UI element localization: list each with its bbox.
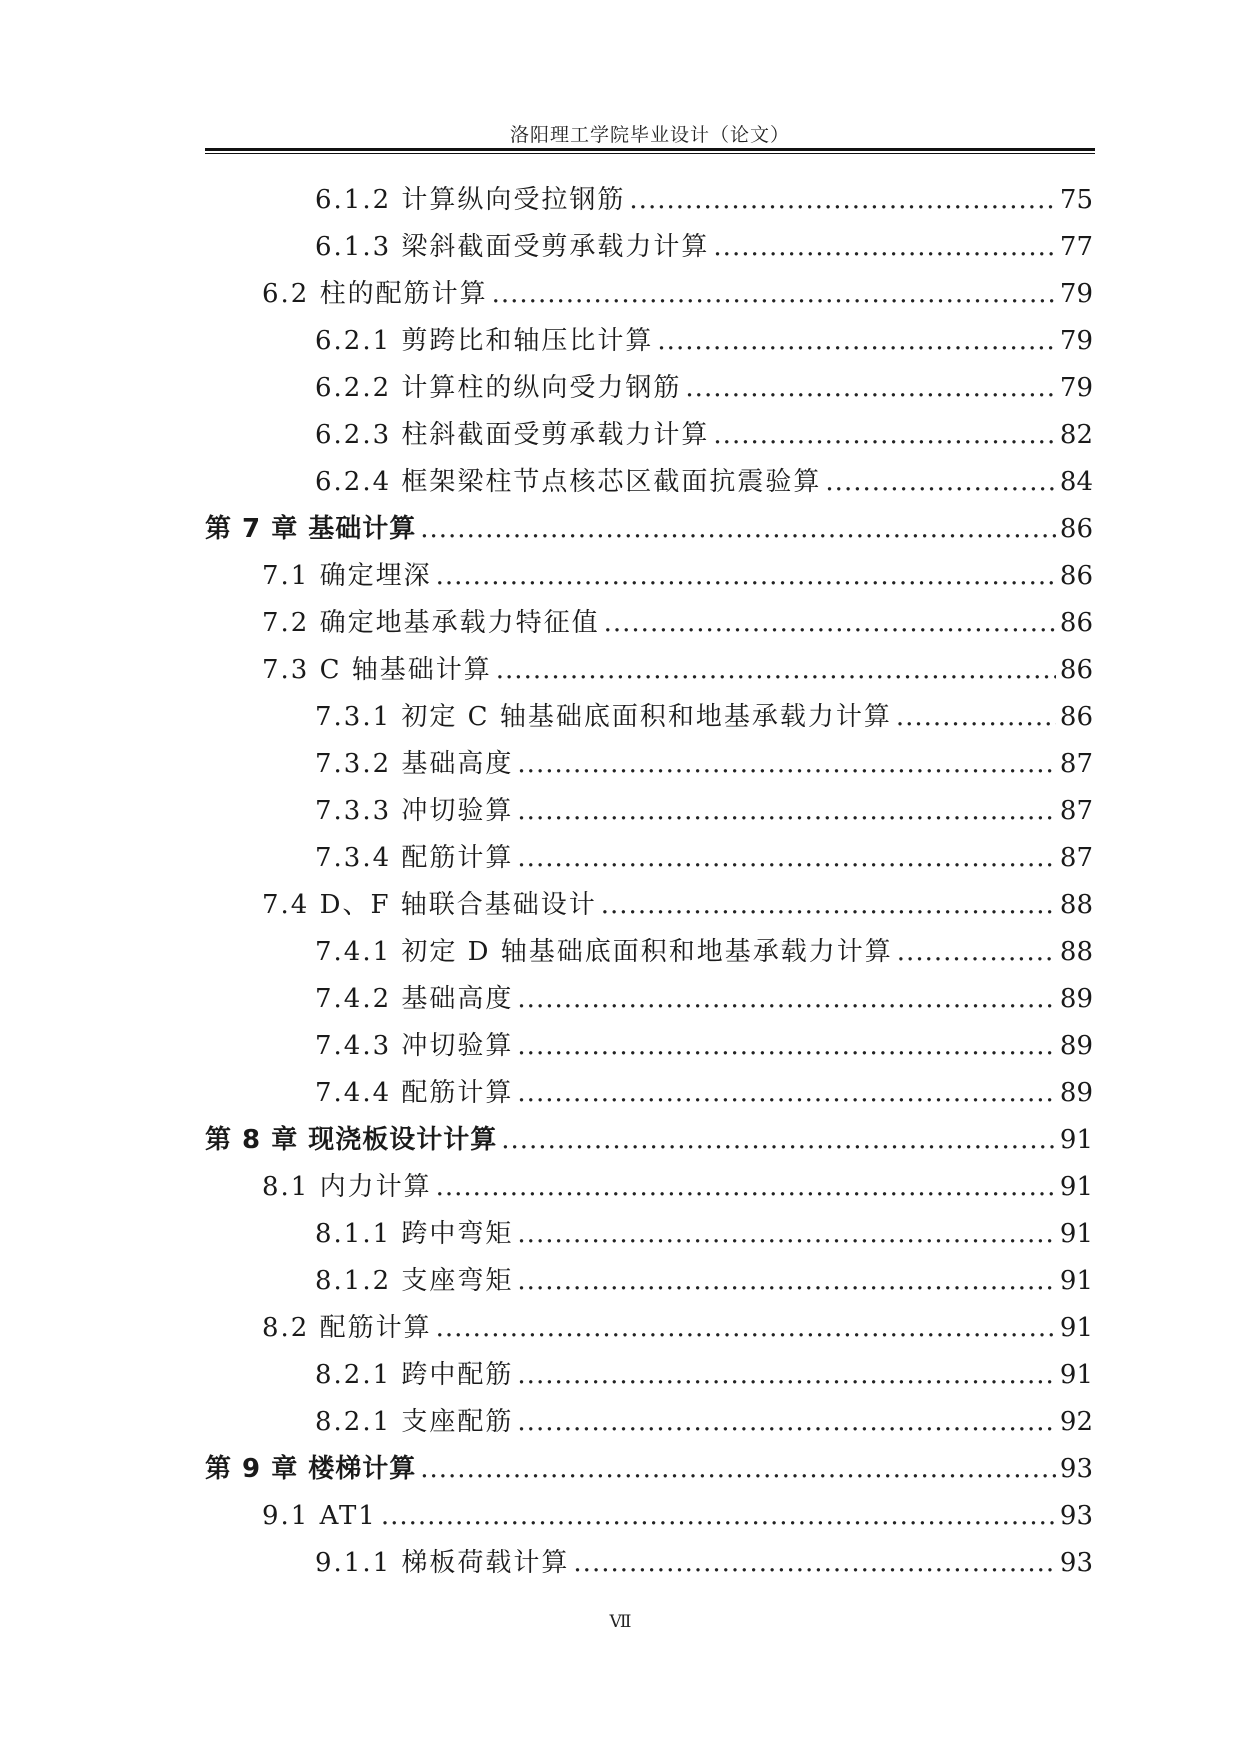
toc-entry[interactable]	[205, 459, 1093, 506]
toc-entry-page: 87	[1059, 843, 1093, 873]
toc-entry-label: 第 8 章 现浇板设计计算	[205, 1125, 498, 1155]
toc-entry-page: 89	[1059, 1078, 1093, 1108]
header-rule-thick	[205, 148, 1095, 151]
toc-dot-leader	[685, 365, 1055, 412]
toc-dot-leader	[517, 741, 1055, 788]
toc-entry[interactable]	[205, 553, 1093, 600]
toc-entry-page: 91	[1059, 1266, 1093, 1296]
toc-dot-leader	[657, 318, 1055, 365]
toc-entry-label: 7.4.4 配筋计算	[315, 1078, 514, 1108]
toc-dot-leader	[517, 1352, 1055, 1399]
toc-dot-leader	[420, 506, 1056, 553]
toc-dot-leader	[517, 1258, 1055, 1305]
toc-entry[interactable]	[205, 835, 1093, 882]
toc-entry[interactable]	[205, 1352, 1093, 1399]
toc-entry-label: 9.1 AT1	[262, 1501, 377, 1531]
toc-entry-page: 91	[1059, 1125, 1093, 1155]
toc-entry-label: 6.2.2 计算柱的纵向受力钢筋	[315, 373, 682, 403]
toc-entry[interactable]	[205, 741, 1093, 788]
toc-entry[interactable]	[205, 365, 1093, 412]
toc-dot-leader	[496, 647, 1056, 694]
toc-entry-page: 92	[1059, 1407, 1093, 1437]
toc-entry-label: 7.4.3 冲切验算	[315, 1031, 514, 1061]
toc-entry-page: 89	[1059, 1031, 1093, 1061]
toc-dot-leader	[517, 976, 1055, 1023]
toc-dot-leader	[436, 553, 1056, 600]
toc-entry-page: 77	[1059, 232, 1093, 262]
page-header-title: 洛阳理工学院毕业设计（论文）	[509, 124, 790, 146]
toc-dot-leader	[436, 1164, 1056, 1211]
toc-entry-label: 7.3.4 配筋计算	[315, 843, 514, 873]
toc-dot-leader	[517, 1399, 1055, 1446]
toc-entry-label: 7.3 C 轴基础计算	[262, 655, 492, 685]
toc-entry-page: 86	[1059, 608, 1093, 638]
toc-entry[interactable]	[205, 318, 1093, 365]
toc-entry-label: 第 7 章 基础计算	[205, 514, 417, 544]
toc-dot-leader	[825, 459, 1055, 506]
toc-entry-page: 87	[1059, 749, 1093, 779]
toc-entry-label: 7.4 D、F 轴联合基础设计	[262, 890, 597, 920]
toc-dot-leader	[713, 224, 1055, 271]
toc-dot-leader	[492, 271, 1056, 318]
toc-entry-label: 6.1.2 计算纵向受拉钢筋	[315, 185, 626, 215]
toc-entry-page: 91	[1059, 1360, 1093, 1390]
toc-entry-page: 93	[1059, 1501, 1093, 1531]
toc-dot-leader	[604, 600, 1056, 647]
toc-entry-page: 88	[1059, 890, 1093, 920]
toc-entry-page: 91	[1059, 1219, 1093, 1249]
toc-dot-leader	[420, 1446, 1056, 1493]
toc-dot-leader	[896, 694, 1056, 741]
toc-entry-label: 7.3.2 基础高度	[315, 749, 514, 779]
toc-entry-label: 7.4.1 初定 D 轴基础底面积和地基承载力计算	[315, 937, 893, 967]
toc-entry-label: 7.3.3 冲切验算	[315, 796, 514, 826]
toc-dot-leader	[573, 1540, 1055, 1587]
toc-entry-page: 89	[1059, 984, 1093, 1014]
toc-entry-page: 79	[1059, 373, 1093, 403]
toc-entry[interactable]	[205, 976, 1093, 1023]
toc-entry-page: 86	[1059, 655, 1093, 685]
toc-entry-page: 86	[1059, 514, 1093, 544]
toc-entry-label: 第 9 章 楼梯计算	[205, 1454, 417, 1484]
toc-entry[interactable]	[205, 929, 1093, 976]
toc-dot-leader	[501, 1117, 1056, 1164]
toc-dot-leader	[629, 177, 1055, 224]
toc-entry-page: 86	[1059, 561, 1093, 591]
toc-entry[interactable]	[205, 647, 1093, 694]
toc-entry-label: 8.1.1 跨中弯矩	[315, 1219, 514, 1249]
toc-entry-label: 6.2 柱的配筋计算	[262, 279, 488, 309]
toc-entry-label: 7.3.1 初定 C 轴基础底面积和地基承载力计算	[315, 702, 892, 732]
toc-entry[interactable]	[205, 1023, 1093, 1070]
toc-entry[interactable]	[205, 1070, 1093, 1117]
toc-entry-page: 93	[1059, 1548, 1093, 1578]
toc-entry[interactable]	[205, 506, 1093, 553]
toc-dot-leader	[713, 412, 1055, 459]
toc-entry[interactable]	[205, 788, 1093, 835]
toc-entry-label: 6.2.1 剪跨比和轴压比计算	[315, 326, 654, 356]
toc-entry[interactable]	[205, 1399, 1093, 1446]
toc-dot-leader	[517, 1023, 1055, 1070]
table-of-contents	[205, 177, 1093, 1587]
toc-dot-leader	[381, 1493, 1056, 1540]
header-rule-thin	[205, 153, 1095, 154]
toc-entry[interactable]	[205, 177, 1093, 224]
toc-entry-label: 6.1.3 梁斜截面受剪承载力计算	[315, 232, 710, 262]
page-number: Ⅶ	[609, 1612, 632, 1632]
toc-entry[interactable]	[205, 224, 1093, 271]
toc-dot-leader	[517, 835, 1055, 882]
toc-dot-leader	[517, 788, 1055, 835]
toc-entry-page: 87	[1059, 796, 1093, 826]
toc-entry-label: 8.2 配筋计算	[262, 1313, 432, 1343]
toc-entry-label: 8.1.2 支座弯矩	[315, 1266, 514, 1296]
toc-entry-page: 86	[1059, 702, 1093, 732]
toc-dot-leader	[897, 929, 1056, 976]
toc-entry[interactable]	[205, 1211, 1093, 1258]
toc-entry-page: 75	[1059, 185, 1093, 215]
toc-entry-label: 8.1 内力计算	[262, 1172, 432, 1202]
toc-entry[interactable]	[205, 1305, 1093, 1352]
toc-entry[interactable]	[205, 1258, 1093, 1305]
toc-dot-leader	[436, 1305, 1056, 1352]
toc-entry-page: 91	[1059, 1313, 1093, 1343]
toc-entry-label: 7.4.2 基础高度	[315, 984, 514, 1014]
toc-entry[interactable]	[205, 1493, 1093, 1540]
toc-entry[interactable]	[205, 694, 1093, 741]
toc-entry-page: 91	[1059, 1172, 1093, 1202]
toc-entry-label: 7.2 确定地基承载力特征值	[262, 608, 600, 638]
toc-dot-leader	[517, 1211, 1055, 1258]
toc-entry[interactable]	[205, 1540, 1093, 1587]
toc-entry-label: 6.2.4 框架梁柱节点核芯区截面抗震验算	[315, 467, 822, 497]
toc-entry-page: 93	[1059, 1454, 1093, 1484]
toc-entry-page: 79	[1059, 279, 1093, 309]
toc-entry-page: 88	[1059, 937, 1093, 967]
toc-entry-page: 84	[1059, 467, 1093, 497]
toc-entry-label: 6.2.3 柱斜截面受剪承载力计算	[315, 420, 710, 450]
toc-entry-label: 8.2.1 支座配筋	[315, 1407, 514, 1437]
toc-entry-page: 79	[1059, 326, 1093, 356]
toc-entry[interactable]	[205, 1446, 1093, 1493]
toc-dot-leader	[517, 1070, 1055, 1117]
toc-entry[interactable]	[205, 600, 1093, 647]
toc-entry-label: 7.1 确定埋深	[262, 561, 432, 591]
toc-entry[interactable]	[205, 882, 1093, 929]
toc-dot-leader	[601, 882, 1056, 929]
toc-entry-label: 8.2.1 跨中配筋	[315, 1360, 514, 1390]
toc-entry[interactable]	[205, 1164, 1093, 1211]
toc-entry-label: 9.1.1 梯板荷载计算	[315, 1548, 570, 1578]
toc-entry[interactable]	[205, 412, 1093, 459]
toc-entry-page: 82	[1059, 420, 1093, 450]
toc-entry[interactable]	[205, 271, 1093, 318]
toc-entry[interactable]	[205, 1117, 1093, 1164]
